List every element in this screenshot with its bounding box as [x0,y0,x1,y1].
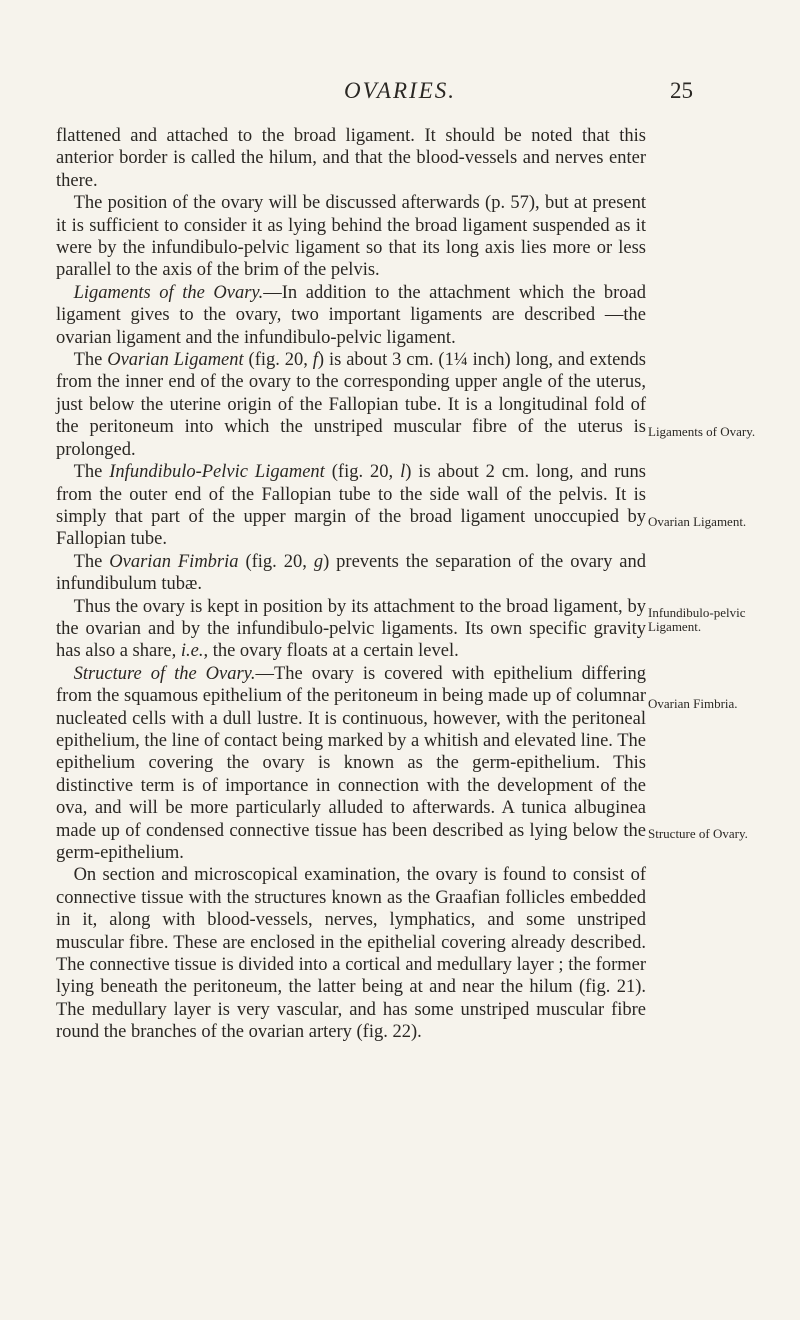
margin-note: Structure of Ovary. [648,826,748,841]
italic-text: Infundibulo-Pelvic Ligament [109,462,325,483]
italic-text: Structure of the Ovary. [73,663,256,684]
text-run: ) is about 2 cm. long, and runs from the outer end of the Fallopian tube to the side wall of the pelvis. It is simply that part of the upper margin of the broad ligament unoccupied by Fallopian tube. [56,462,646,550]
paragraph-ligaments-of-ovary [56,282,646,349]
paragraph-ovarian-fimbria [56,551,646,596]
text-run: Thus the ovary is kept in position by its attachment to the broad ligament, by the ovarian and by the infundibulo-pelvic ligaments. Its own specific gravity has also a share, [56,596,646,662]
margin-note: Ligaments of Ovary. [648,424,756,439]
italic-text: Ligaments of the Ovary. [73,282,264,303]
running-title: OVARIES. [343,78,456,103]
text-run: The [73,350,108,371]
italic-text: l [400,462,406,483]
italic-text: g [313,551,324,572]
text-run: ) is about 3 cm. (1¼ inch) long, and extends from the inner end of the ovary to the corresponding upper angle of the uterus, just below the uterine origin of the Fallopian tube. It is a longitudinal fold of the peritoneum into which the unstriped muscular fibre of the uterus is prolonged. [56,350,646,460]
paragraph [56,192,646,282]
italic-text: Ovarian Fimbria [109,551,239,572]
text-run: (fig. 20, [238,551,314,572]
paragraph-ovarian-ligament [56,349,646,461]
text-run: , the ovary floats at a certain level. [203,641,459,662]
text-run: ) prevents the separation of the ovary and infundibulum tubæ. [56,551,646,595]
text-run: —The ovary is covered with epithelium differing from the squamous epithelium of the peritoneum in being made up of columnar nucleated cells with a dull lustre. It is continuous, however, with the peritoneal epithelium, the line of contact being marked by a whitish and elevated line. The epithelium covering the ovary is known as the germ-epithelium. This distinctive term is of importance in connection with the development of the ova, and will be more particularly alluded to afterwards. A tunica albuginea made up of condensed connective tissue has been described as lying below the germ-epithelium. [56,663,646,863]
paragraph [56,125,646,192]
paragraph [56,596,646,663]
text-run: The position of the ovary will be discussed afterwards (p. 57), but at present it is sufficient to consider it as lying behind the broad ligament suspended as it were by the infundibulo-pelvic ligament so that its long axis lies more or less parallel to the axis of the brim of the pelvis. [56,193,646,281]
paragraph-infundibulo-pelvic-ligament [56,461,646,551]
text-run: The [73,462,110,483]
italic-text: i.e. [180,641,204,662]
paragraph-structure-of-ovary [56,663,646,865]
page-header [0,78,800,114]
text-run: flattened and attached to the broad ligament. It should be noted that this anterior border is called the hilum, and that the blood-vessels and nerves enter there. [56,126,646,191]
margin-note: Infundibulo-pelvic Ligament. [648,605,746,634]
italic-text: Ovarian Ligament [107,350,244,371]
margin-note: Ovarian Fimbria. [648,696,738,711]
text-run: —In addition to the attachment which the broad ligament gives to the ovary, two important ligaments are described —the ovarian ligament and the infundibulo-pelvic ligament. [56,282,646,348]
body-text [56,125,646,1044]
page-number: 25 [670,78,693,103]
margin-note: Ovarian Ligament. [648,514,747,529]
paragraph [56,864,646,1043]
text-run: On section and microscopical examination, the ovary is found to consist of connective tissue with the structures known as the Graafian follicles embedded in it, along with blood-vessels, nerves, lymphatics, and some unstriped muscular fibre. These are enclosed in the epithelial covering already described. The connective tissue is divided into a cortical and medullary layer ; the former lying beneath the peritoneum, the latter being at and near the hilum (fig. 21). The medullary layer is very vascular, and has some unstriped muscular fibre round the branches of the ovarian artery (fig. 22). [56,865,646,1043]
text-run: (fig. 20, [243,350,313,371]
text-run: (fig. 20, [324,462,401,483]
text-run: The [73,551,110,572]
italic-text: f [312,350,318,371]
